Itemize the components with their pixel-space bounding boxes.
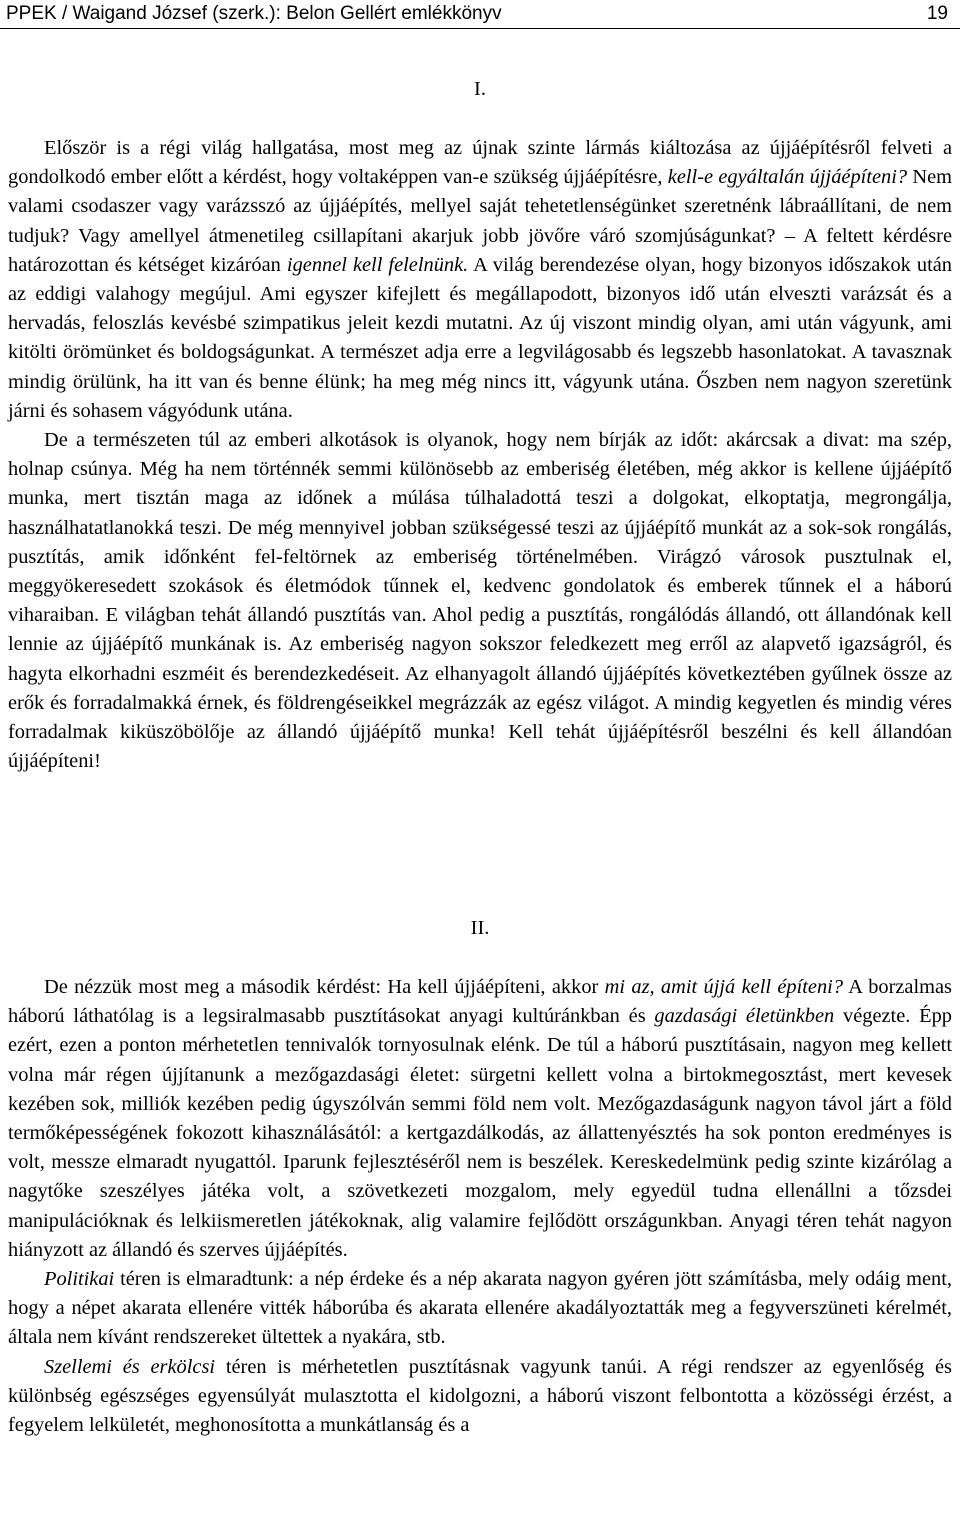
text-run: téren is mérhetetlen pusztításnak vagyunk tanúi. A régi rendszer az egyenlőség és különbség egészséges egyensúlyát mulasztotta el kidolgozni, a háború viszont felbontotta a közösségi érzést, a fegyelem lelkületét, meghonosította a munkátlanság és a (8, 1355, 952, 1437)
italic-run: kell-e egyáltalán újjáépíteni? (667, 166, 908, 189)
paragraph (8, 973, 952, 1265)
text-run: De nézzük most meg a második kérdést: Ha kell újjáépíteni, akkor (44, 976, 605, 998)
paragraph (8, 426, 952, 776)
italic-run: Politikai (44, 1268, 115, 1291)
page-header (0, 0, 960, 29)
text-run: A világ berendezése olyan, hogy bizonyos időszakok után az eddigi valahogy megújul. Ami egyszer kifejlett és megállapodott, bizonyos idő után elveszti varázsát és a hervadás, feloszlás kevésbé szimpatikus jeleit kezdi mutatni. Az új viszont mindig olyan, ami után vágyunk, ami kitölti örömünket és boldogságunkat. A természet adja erre a legvilágosabb és legszebb hasonlatokat. A tavasznak mindig örülünk, ha itt van és benne élünk; ha meg még nincs itt, vágyunk utána. Őszben nem nagyon szeretünk járni és sohasem vágyódunk utána. (8, 253, 952, 422)
italic-run: mi az, amit újjá kell építeni? (604, 976, 844, 998)
paragraph (8, 134, 952, 426)
section-1-body (8, 134, 952, 776)
italic-run: gazdasági életünkben (654, 1005, 835, 1028)
text-run: Először is a régi világ hallgatása, most meg az újnak szinte lármás kiáltozása az újjáépítésről felveti a gondolkodó ember előtt a kérdést, hogy voltaképpen van-e szükség újjáépítésre, (8, 137, 952, 189)
section-heading-2: II. (470, 917, 490, 939)
paragraph (8, 1265, 952, 1353)
paragraph (8, 1353, 952, 1441)
text-run: Nem valami csodaszer vagy varázsszó az újjáépítés, mellyel saját tehetetlenségünket szeretnénk lábraállítani, de nem tudjuk? Vagy amellyel átmenetileg csillapítani akarjuk jobb jövőre váró szomjúságunkat? – A feltett kérdésre határozottan és kétséget kizáróan (8, 166, 953, 276)
section-2-body (8, 973, 952, 1440)
text-run: téren is elmaradtunk: a nép érdeke és a nép akarata nagyon gyéren jött számításba, mely odáig ment, hogy a népet akarata ellenére vitték háborúba és akarata ellenére akadályoztatták meg a fegyverszüneti kérelmét, általa nem kívánt rendszereket ültettek a nyakára, stb. (8, 1268, 952, 1349)
header-title: PPEK / Waigand József (szerk.): Belon Gellért emlékkönyv (6, 3, 502, 24)
text-run: végezte. Épp ezért, ezen a ponton mérhetetlen tennivalók tornyosulnak elénk. De túl a háború pusztításain, nagyon meg kellett volna már régen újjítanunk a mezőgazdasági életet: sürgetni kellett volna a birtokmegosztást, mert kevesek kezében sok, milliók kezében pedig úgyszólván semmi föld nem volt. Mezőgazdaságunk nagyon távol járt a föld termőképességének fokozott kihasználásától: a kertgazdálkodás, az állattenyésztés ha sok ponton eredményes is volt, messze elmaradt nyugattól. Iparunk fejlesztéséről nem is beszélek. Kereskedelmünk pedig szinte kizárólag a nagytőke szeszélyes játéka volt, a szövetkezeti mozgalom, mely egyedül tudna ellenállni a tőzsdei manipulációknak és lelkiismeretlen játékoknak, alig valamire fejlődött országunkban. Anyagi téren tehát nagyon hiányzott az állandó és szerves újjáépítés. (8, 1005, 953, 1261)
italic-run: Szellemi és erkölcsi (44, 1355, 216, 1378)
section-heading-1: I. (474, 78, 486, 100)
page-number: 19 (926, 3, 948, 24)
text-run: A borzalmas háború láthatólag is a legsiralmasabb pusztításokat anyagi kultúránkban és (8, 976, 952, 1028)
text-run: De a természeten túl az emberi alkotások is olyanok, hogy nem bírják az időt: akárcsak a divat: ma szép, holnap csúnya. Még ha nem történnék semmi különösebb az emberiség életében, még akkor is kellene újjáépítő munka, mert tisztán maga az időnek a múlása túlhaladottá teszi a dolgokat, elkoptatja, megrongálja, használhatatlanokká teszi. De még mennyivel jobban szükségessé teszi az újjáépítő munkát az a sok-sok rongálás, pusztítás, amik időnként fel-feltörnek az emberiség történelmében. Virágzó városok pusztulnak el, meggyökeresedett szokások és életmódok tűnnek el, kedvenc gondolatok és emberek tűnnek el a háború viharaiban. E világban tehát állandó pusztítás van. Ahol pedig a pusztítás, rongálódás állandó, ott állandónak kell lennie az újjáépítő munkának is. Az emberiség nagyon sokszor feledkezett meg erről az alapvető igazságról, és hagyta elkorhadni eszméit és berendezkedéseit. Az elhanyagolt állandó újjáépítés következtében gyűlnek össze az erők és forradalmakká érnek, és földrengéseikkel megrázzák az egész világot. A mindig kegyetlen és mindig véres forradalmak kiküszöbölője az állandó újjáépítő munka! Kell tehát újjáépítésről beszélni és kell állandóan újjáépíteni! (8, 429, 952, 773)
italic-run: igennel kell felelnünk. (286, 253, 469, 276)
